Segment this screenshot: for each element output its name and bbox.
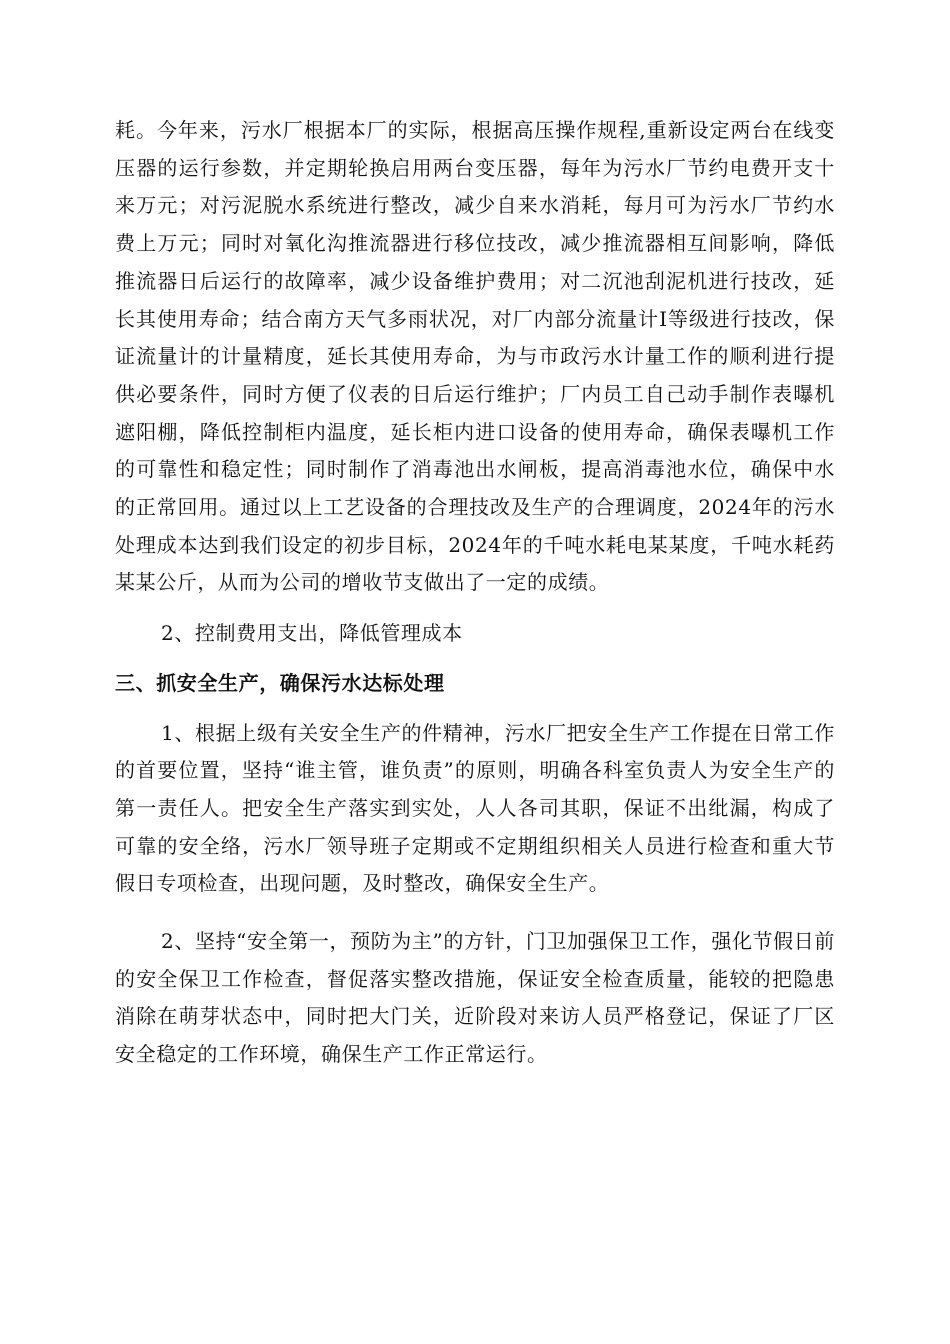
body-paragraph: 1、根据上级有关安全生产的件精神，污水厂把安全生产工作提在日常工作的首要位置，坚持“谁主管，谁负责”的原则，明确各科室负责人为安全生产的第一责任人。把安全生产落实到实处，人人各司其职，保证不出纰漏，构成了可靠的安全络，污水厂领导班子定期或不定期组织相关人员进行检查和重大节假日专项检查，出现问题，及时整改，确保安全生产。 xyxy=(115,720,835,896)
body-paragraph: 2、坚持“安全第一，预防为主”的方针，门卫加强保卫工作，强化节假日前的安全保卫工作检查，督促落实整改措施，保证安全检查质量，能较的把隐患消除在萌芽状态中，同时把大门关，近阶段对来访人员严格登记，保证了厂区安全稳定的工作环境，确保生产工作正常运行。 xyxy=(115,929,835,1067)
section-heading: 三、抓安全生产，确保污水达标处理 xyxy=(115,670,445,695)
sub-item-heading: 2、控制费用支出，降低管理成本 xyxy=(161,621,463,646)
body-paragraph: 耗。今年来，污水厂根据本厂的实际，根据高压操作规程,重新设定两台在线变压器的运行参数，并定期轮换启用两台变压器，每年为污水厂节约电费开支十来万元；对污泥脱水系统进行整改，减少自来水消耗，每月可为污水厂节约水费上万元；同时对氧化沟推流器进行移位技改，减少推流器相互间影响，降低推流器日后运行的故障率，减少设备维护费用；对二沉池刮泥机进行技改，延长其使用寿命；结合南方天气多雨状况，对厂内部分流量计Ⅰ等级进行技改，保证流量计的计量精度，延长其使用寿命，为与市政污水计量工作的顺利进行提供必要条件，同时方便了仪表的日后运行维护；厂内员工自己动手制作表曝机遮阳棚，降低控制柜内温度，延长柜内进口设备的使用寿命，确保表曝机工作的可靠性和稳定性；同时制作了消毒池出水闸板，提高消毒池水位，确保中水的正常回用。通过以上工艺设备的合理技改及生产的合理调度，2024年的污水处理成本达到我们设定的初步目标，2024年的千吨水耗电某某度，千吨水耗药某某公斤，从而为公司的增收节支做出了一定的成绩。 xyxy=(115,118,835,595)
document-body xyxy=(115,112,835,1074)
